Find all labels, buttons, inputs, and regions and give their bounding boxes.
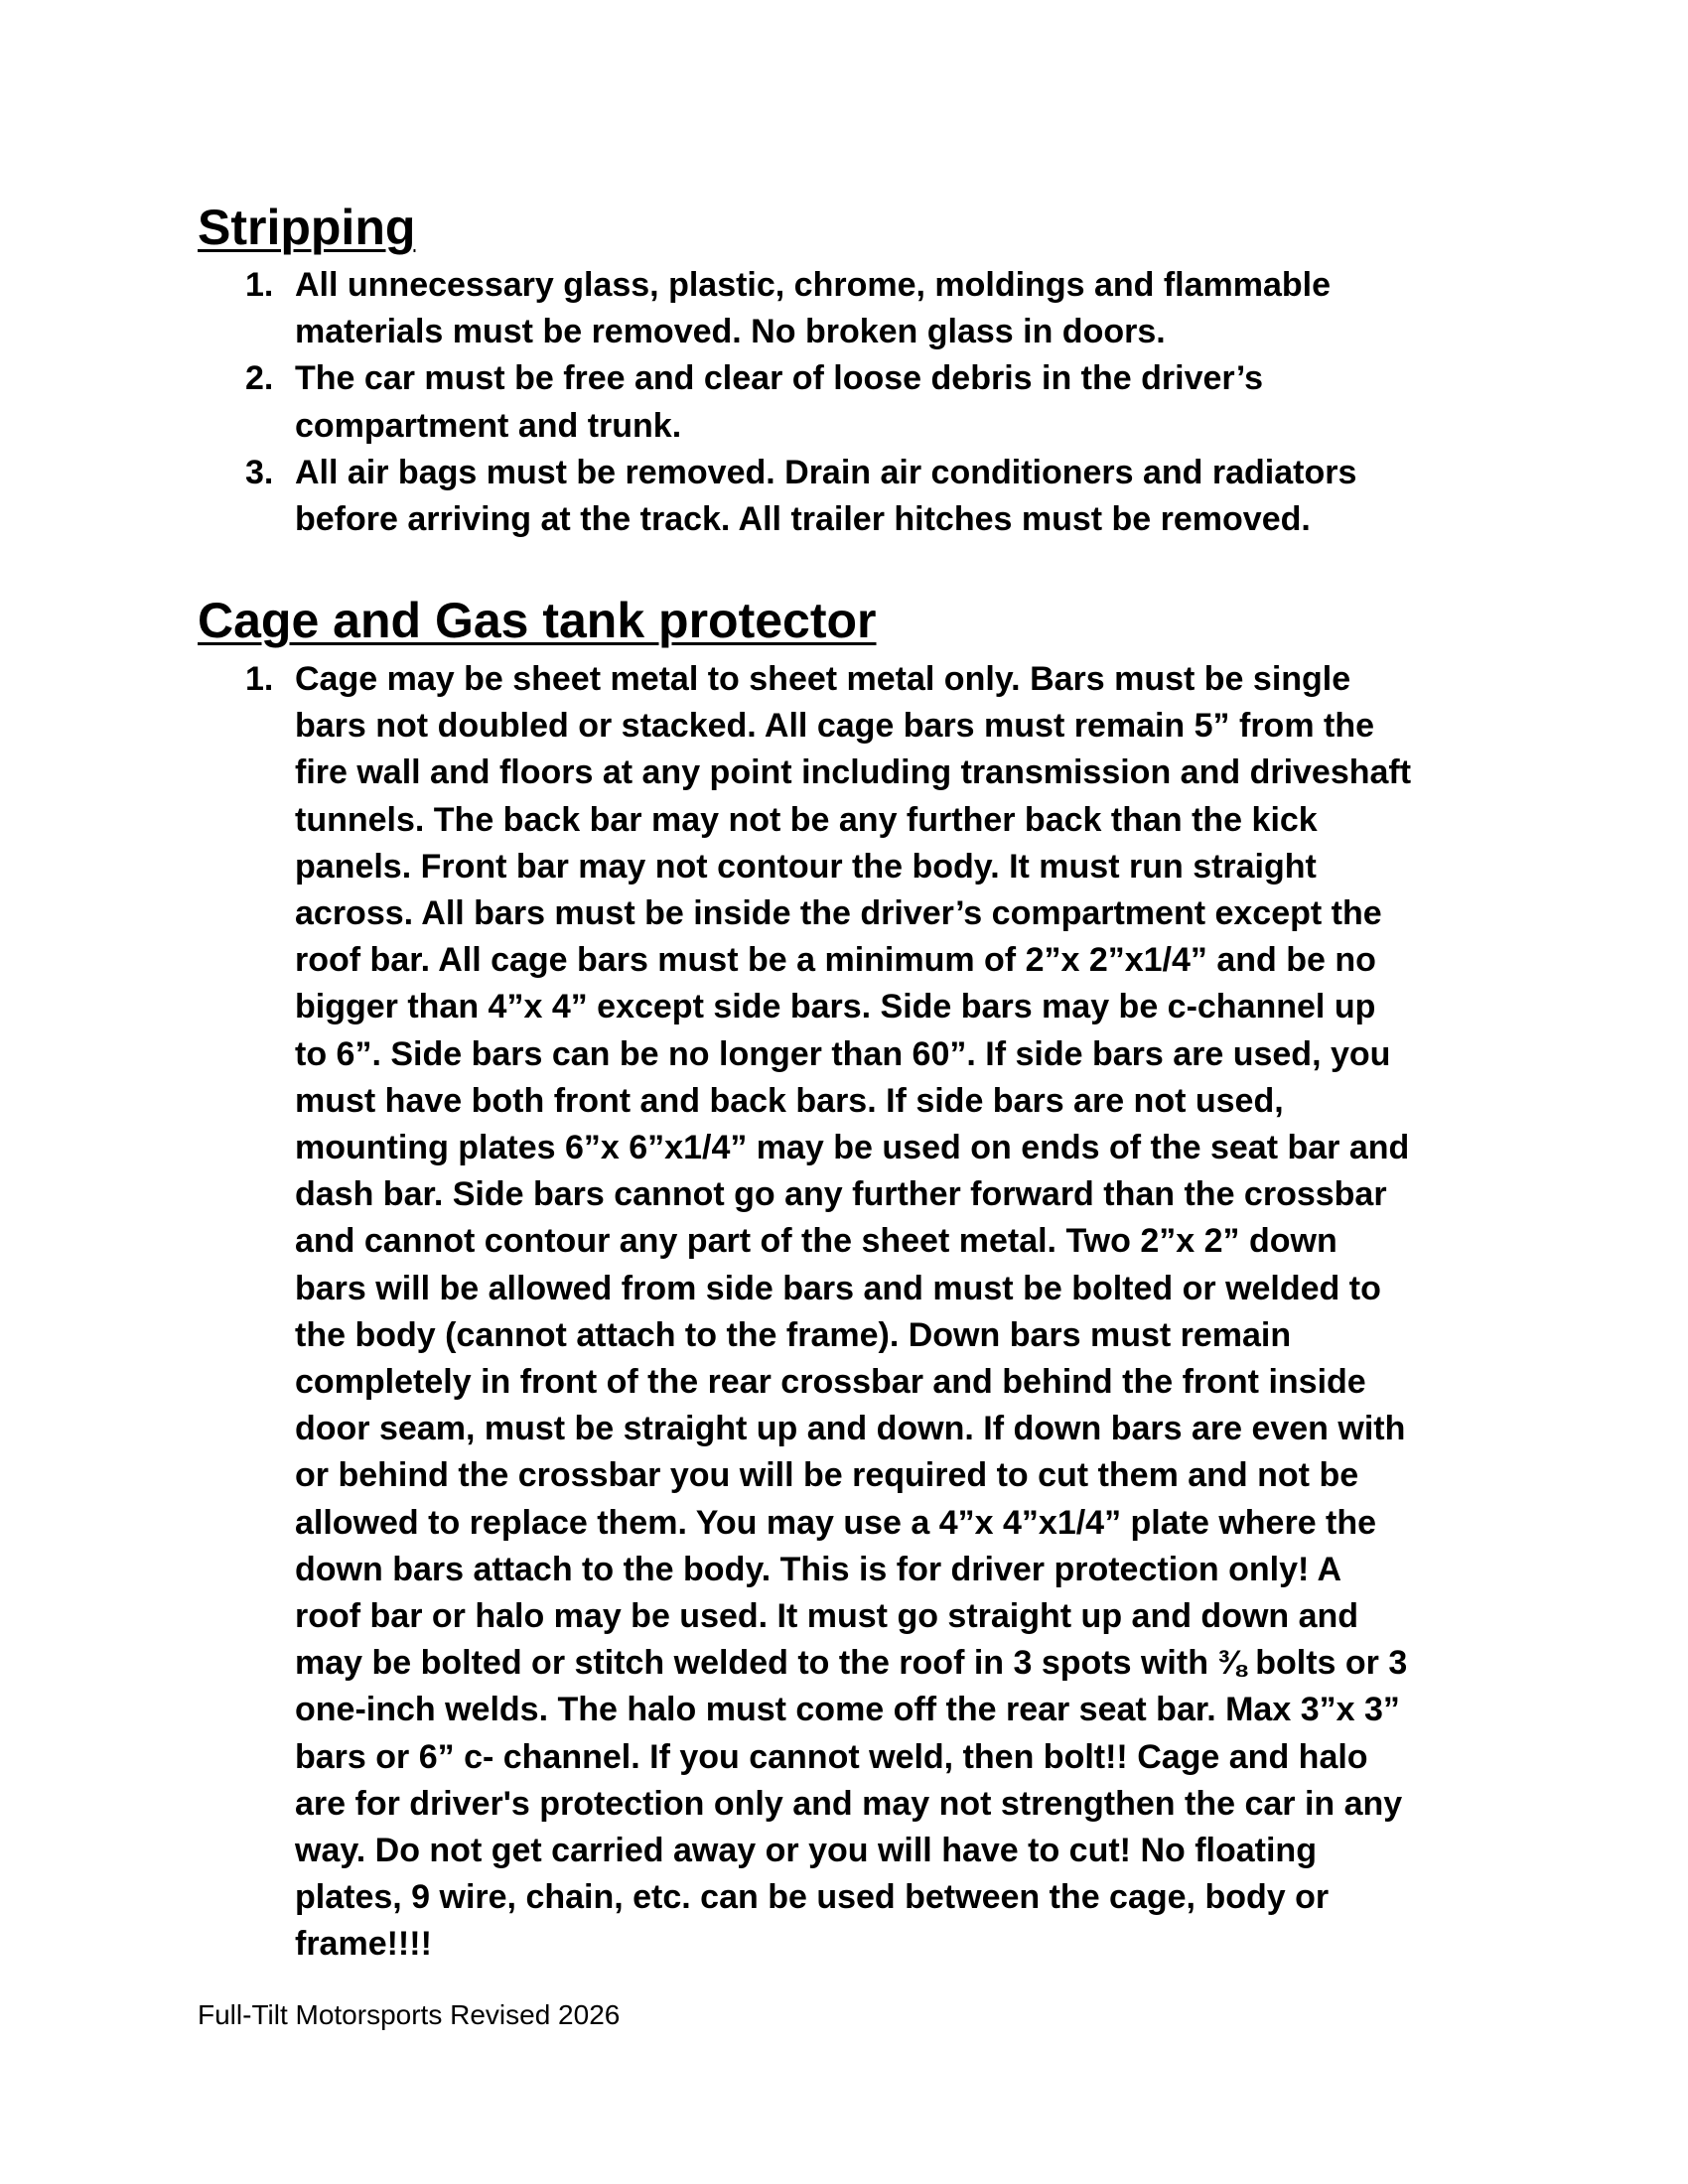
list-item-number: 2.: [245, 359, 274, 398]
list-item-text-line: bigger than 4”x 4” except side bars. Side bars may be c-channel up: [295, 988, 1376, 1026]
list-item-text-line: must have both front and back bars. If side bars are not used,: [295, 1081, 1284, 1120]
list-item-text-line: The car must be free and clear of loose debris in the driver’s: [295, 359, 1263, 398]
list-item-text-line: compartment and trunk.: [295, 406, 682, 445]
list-item-text-line: All unnecessary glass, plastic, chrome, moldings and flammable: [295, 266, 1332, 304]
list-item-text-line: are for driver's protection only and may not strengthen the car in any: [295, 1784, 1403, 1823]
list-item-number: 3.: [245, 453, 274, 491]
list-item-number: 1.: [245, 266, 274, 304]
list-item-text-line: roof bar or halo may be used. It must go straight up and down and: [295, 1597, 1359, 1635]
list-item-number: 1.: [245, 660, 274, 698]
list-item-text-line: materials must be removed. No broken glass in doors.: [295, 313, 1166, 351]
section-heading-stripping: Stripping: [198, 200, 416, 255]
list-item-text-line: down bars attach to the body. This is for driver protection only! A: [295, 1550, 1342, 1588]
list-item-text-line: across. All bars must be inside the driver’s compartment except the: [295, 894, 1382, 932]
list-item-text-line: may be bolted or stitch welded to the roof in 3 spots with ⅜ bolts or 3: [295, 1644, 1408, 1683]
list-item-text-line: bars or 6” c- channel. If you cannot weld, then bolt!! Cage and halo: [295, 1737, 1368, 1776]
list-item-text-line: plates, 9 wire, chain, etc. can be used between the cage, body or: [295, 1878, 1330, 1917]
list-item-text-line: panels. Front bar may not contour the body. It must run straight: [295, 847, 1317, 886]
list-item-text-line: mounting plates 6”x 6”x1/4” may be used on ends of the seat bar and: [295, 1129, 1410, 1166]
list-item-text-line: the body (cannot attach to the frame). Down bars must remain: [295, 1315, 1292, 1354]
list-item-text-line: All air bags must be removed. Drain air conditioners and radiators: [295, 453, 1357, 491]
list-item-text-line: completely in front of the rear crossbar and behind the front inside: [295, 1363, 1366, 1401]
list-item-text-line: fire wall and floors at any point including transmission and driveshaft: [295, 753, 1412, 792]
list-item-text-line: dash bar. Side bars cannot go any further forward than the crossbar: [295, 1175, 1387, 1214]
list-item-text-line: bars not doubled or stacked. All cage bars must remain 5” from the: [295, 707, 1375, 746]
footer-text: Full-Tilt Motorsports Revised 2026: [198, 1999, 621, 2030]
list-item-text-line: one-inch welds. The halo must come off the rear seat bar. Max 3”x 3”: [295, 1691, 1400, 1729]
list-item-text-line: to 6”. Side bars can be no longer than 60”. If side bars are used, you: [295, 1034, 1391, 1073]
list-item-text-line: and cannot contour any part of the sheet metal. Two 2”x 2” down: [295, 1222, 1337, 1261]
list-item-text-line: roof bar. All cage bars must be a minimum of 2”x 2”x1/4” and be no: [295, 941, 1376, 980]
list-item-text-line: Cage may be sheet metal to sheet metal only. Bars must be single: [295, 660, 1351, 698]
list-item-text-line: or behind the crossbar you will be required to cut them and not be: [295, 1456, 1359, 1495]
list-item-text-line: way. Do not get carried away or you will have to cut! No floating: [295, 1832, 1317, 1869]
list-item-text-line: door seam, must be straight up and down. If down bars are even with: [295, 1410, 1406, 1448]
list-item-text-line: allowed to replace them. You may use a 4”x 4”x1/4” plate where the: [295, 1503, 1377, 1542]
list-item-text-line: frame!!!!: [295, 1925, 432, 1964]
list-item-text-line: bars will be allowed from side bars and must be bolted or welded to: [295, 1269, 1381, 1307]
list-item-text-line: tunnels. The back bar may not be any further back than the kick: [295, 800, 1318, 839]
section-heading-cage: Cage and Gas tank protector: [198, 593, 877, 648]
list-item-text-line: before arriving at the track. All trailer hitches must be removed.: [295, 500, 1311, 538]
